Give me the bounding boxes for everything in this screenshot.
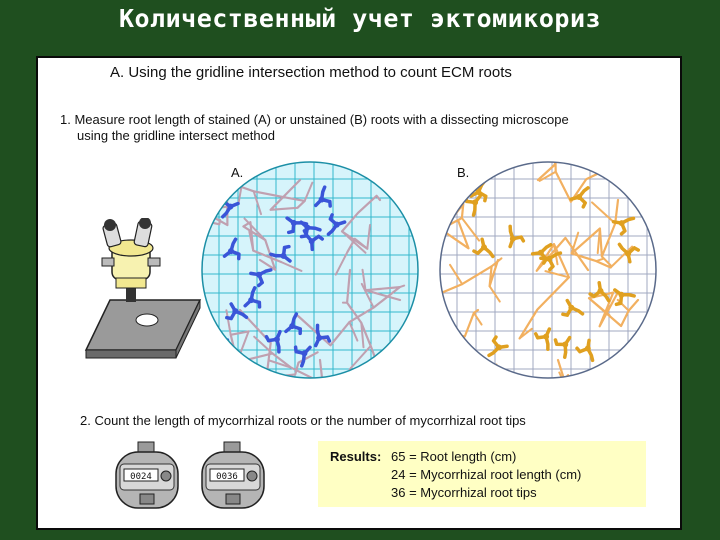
step-1-line-1: 1. Measure root length of stained (A) or unstained (B) roots with a dissecting microscope xyxy=(60,112,569,127)
unstained-roots-field xyxy=(438,160,658,380)
results-box xyxy=(318,441,646,507)
slide-title: Количественный учет эктомикориз xyxy=(118,4,602,33)
result-root-length: 65 = Root length (cm) xyxy=(391,449,517,464)
results-label: Results: xyxy=(330,449,382,464)
result-mycorrhizal-length: 24 = Mycorrhizal root length (cm) xyxy=(391,467,582,482)
stained-roots-field xyxy=(200,160,420,380)
step-1-line-2: using the gridline intersect method xyxy=(77,128,276,143)
tally-counter-icon xyxy=(112,440,182,512)
label-b: B. xyxy=(457,165,470,180)
label-a: A. xyxy=(231,165,244,180)
counter-2-display: 0036 xyxy=(216,472,238,482)
result-root-tips: 36 = Mycorrhizal root tips xyxy=(391,485,537,500)
content-panel xyxy=(36,56,682,530)
counter-1-display: 0024 xyxy=(130,472,152,482)
step-1-text xyxy=(60,112,569,144)
microscope-icon xyxy=(62,218,212,368)
tally-counter-icon xyxy=(198,440,268,512)
section-heading: A. Using the gridline intersection method to count ECM roots xyxy=(110,64,512,81)
step-2-text: 2. Count the length of mycorrhizal roots or the number of mycorrhizal root tips xyxy=(80,413,526,428)
